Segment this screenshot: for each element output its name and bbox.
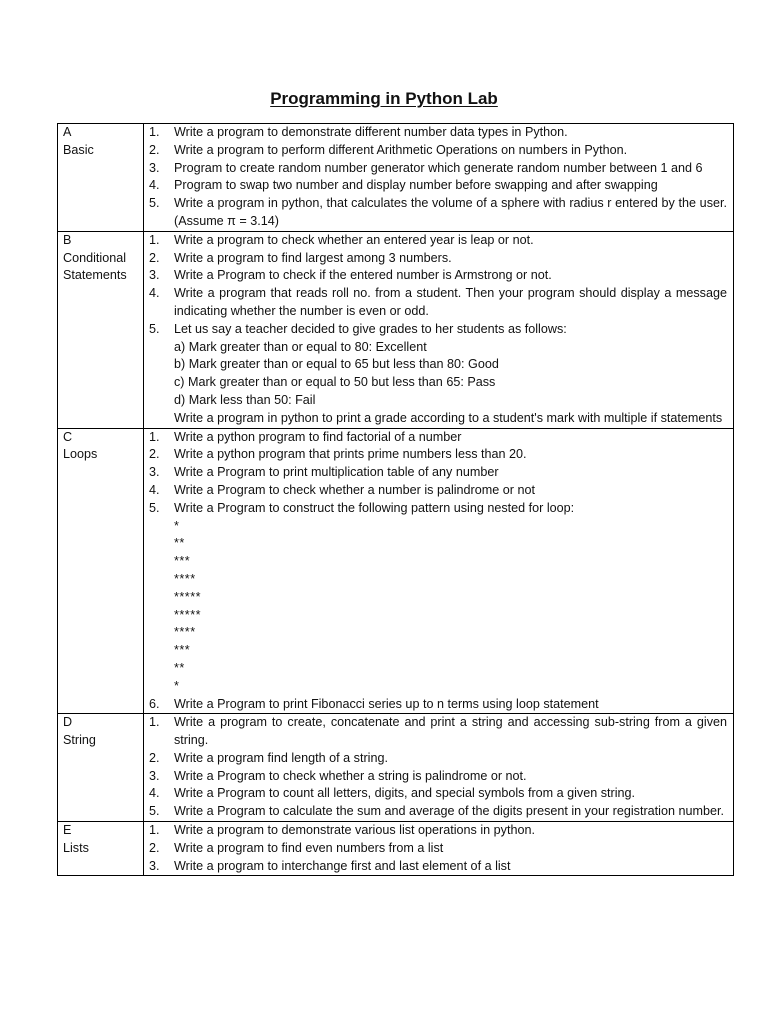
exercise-item	[144, 177, 727, 195]
exercise-item	[144, 321, 727, 339]
pattern-line: ****	[174, 571, 196, 586]
exercise-number: 5.	[149, 196, 160, 211]
pattern-line: ***	[174, 643, 191, 658]
exercise-number: 4.	[149, 178, 160, 193]
section-name: Lists	[63, 840, 89, 855]
section-row-c	[58, 428, 734, 714]
exercise-text: Write a program to perform different Arithmetic Operations on numbers in Python.	[174, 142, 628, 157]
exercise-text: Write a python program to find factorial of a number	[174, 429, 462, 444]
exercise-number: 5.	[149, 321, 160, 336]
exercise-item	[144, 250, 727, 268]
exercise-item	[144, 750, 727, 768]
exercise-subline: a) Mark greater than or equal to 80: Excellent	[174, 339, 427, 354]
exercise-item	[144, 803, 727, 821]
section-name: String	[63, 733, 96, 748]
exercise-number: 4.	[149, 286, 160, 301]
exercise-item	[144, 696, 727, 714]
exercise-item	[144, 822, 727, 840]
exercise-text: Write a Program to check if the entered number is Armstrong or not.	[174, 268, 552, 283]
section-items-cell	[144, 428, 734, 714]
exercise-number: 3.	[149, 160, 160, 175]
pattern-line: *****	[174, 607, 202, 622]
exercise-item	[144, 285, 727, 321]
section-letter: B	[63, 232, 72, 247]
section-row-b	[58, 231, 734, 428]
section-items-cell	[144, 231, 734, 428]
exercise-number: 3.	[149, 268, 160, 283]
exercise-subline: d) Mark less than 50: Fail	[174, 392, 316, 407]
pattern-line: *****	[174, 589, 202, 604]
exercise-list	[144, 822, 727, 875]
exercise-text: Let us say a teacher decided to give grades to her students as follows:	[174, 321, 567, 336]
pattern-line: *	[174, 678, 180, 693]
section-name: Loops	[63, 447, 98, 462]
section-category-cell	[58, 822, 144, 876]
exercise-item	[144, 446, 727, 464]
exercise-text: Write a Program to construct the following pattern using nested for loop:	[174, 500, 575, 515]
exercise-number: 4.	[149, 482, 160, 497]
exercise-number: 6.	[149, 696, 160, 711]
exercise-text: Write a Program to count all letters, digits, and special symbols from a given string.	[174, 786, 636, 801]
exercise-number: 3.	[149, 465, 160, 480]
section-name: Conditional	[63, 250, 127, 265]
exercise-number: 2.	[149, 840, 160, 855]
section-name: Basic	[63, 142, 94, 157]
exercise-item	[144, 195, 727, 231]
section-category-cell	[58, 124, 144, 232]
pattern-line: **	[174, 536, 185, 551]
page-title: Programming in Python Lab	[270, 89, 498, 108]
section-items-cell	[144, 714, 734, 822]
exercise-text: Write a program to find even numbers from a list	[174, 840, 444, 855]
exercise-number: 2.	[149, 250, 160, 265]
section-row-d	[58, 714, 734, 822]
section-letter: A	[63, 125, 72, 139]
exercise-item	[144, 464, 727, 482]
exercise-item	[144, 858, 727, 876]
exercise-list	[144, 232, 727, 428]
section-category-cell	[58, 428, 144, 714]
exercise-number: 3.	[149, 768, 160, 783]
exercise-item	[144, 500, 727, 518]
exercise-number: 5.	[149, 804, 160, 819]
section-letter: D	[63, 715, 73, 730]
section-letter: C	[63, 429, 73, 444]
exercise-subline: b) Mark greater than or equal to 65 but less than 80: Good	[174, 357, 499, 372]
pattern-line: ****	[174, 625, 196, 640]
exercise-item	[144, 232, 727, 250]
exercise-number: 1.	[149, 715, 160, 730]
exercise-text: Write a program to demonstrate various list operations in python.	[174, 823, 535, 838]
exercise-text: Write a Program to print Fibonacci series up to n terms using loop statement	[174, 696, 599, 711]
section-name: Statements	[63, 268, 127, 283]
exercise-number: 1.	[149, 823, 160, 838]
exercise-number: 2.	[149, 447, 160, 462]
exercise-text: Write a program to interchange first and last element of a list	[174, 858, 511, 873]
exercise-number: 4.	[149, 786, 160, 801]
section-category-cell	[58, 231, 144, 428]
exercise-text: Write a python program that prints prime numbers less than 20.	[174, 447, 527, 462]
exercise-item	[144, 785, 727, 803]
lab-table-body	[58, 124, 734, 876]
exercise-item	[144, 142, 727, 160]
exercise-text: Write a program to demonstrate different number data types in Python.	[174, 125, 568, 139]
exercise-item	[144, 482, 727, 500]
exercise-number: 1.	[149, 429, 160, 444]
pattern-line: **	[174, 660, 185, 675]
exercise-list	[144, 429, 727, 714]
exercise-text: Write a program in python, that calculates the volume of a sphere with radius r entered by the user. (Assume π = 3.14)	[174, 196, 727, 228]
pattern-line: ***	[174, 554, 191, 569]
exercise-text: Write a program to find largest among 3 numbers.	[174, 250, 452, 265]
exercise-item	[144, 768, 727, 786]
exercise-list	[144, 714, 727, 821]
exercise-text: Write a program find length of a string.	[174, 750, 388, 765]
exercise-text: Program to swap two number and display number before swapping and after swapping	[174, 178, 658, 193]
exercise-item	[144, 160, 727, 178]
exercise-list	[144, 124, 727, 231]
exercise-text: Write a program to create, concatenate and print a string and accessing sub-string from a given string.	[174, 715, 727, 748]
exercise-number: 1.	[149, 125, 160, 139]
exercise-subline: Write a program in python to print a grade according to a student's mark with multiple if statements	[174, 410, 723, 425]
exercise-text: Write a Program to check whether a string is palindrome or not.	[174, 768, 527, 783]
section-items-cell	[144, 124, 734, 232]
section-items-cell	[144, 822, 734, 876]
section-row-a	[58, 124, 734, 232]
exercise-number: 1.	[149, 232, 160, 247]
exercise-item	[144, 267, 727, 285]
exercise-text: Program to create random number generator which generate random number between 1 and 6	[174, 160, 703, 175]
exercise-number: 2.	[149, 750, 160, 765]
exercise-item	[144, 840, 727, 858]
exercise-item	[144, 429, 727, 447]
section-letter: E	[63, 823, 72, 838]
exercise-subline: c) Mark greater than or equal to 50 but less than 65: Pass	[174, 375, 496, 390]
section-row-e	[58, 822, 734, 876]
exercise-number: 5.	[149, 500, 160, 515]
lab-table	[57, 123, 734, 876]
section-category-cell	[58, 714, 144, 822]
exercise-item	[144, 714, 727, 750]
exercise-text: Write a Program to print multiplication table of any number	[174, 465, 499, 480]
exercise-number: 3.	[149, 858, 160, 873]
exercise-item	[144, 124, 727, 142]
exercise-number: 2.	[149, 142, 160, 157]
exercise-text: Write a Program to check whether a number is palindrome or not	[174, 482, 535, 497]
exercise-text: Write a program that reads roll no. from a student. Then your program should display a message indicating whether the number is even or odd.	[174, 286, 727, 318]
exercise-text: Write a program to check whether an entered year is leap or not.	[174, 232, 534, 247]
pattern-line: *	[174, 518, 180, 533]
exercise-text: Write a Program to calculate the sum and average of the digits present in your registration number.	[174, 804, 724, 819]
